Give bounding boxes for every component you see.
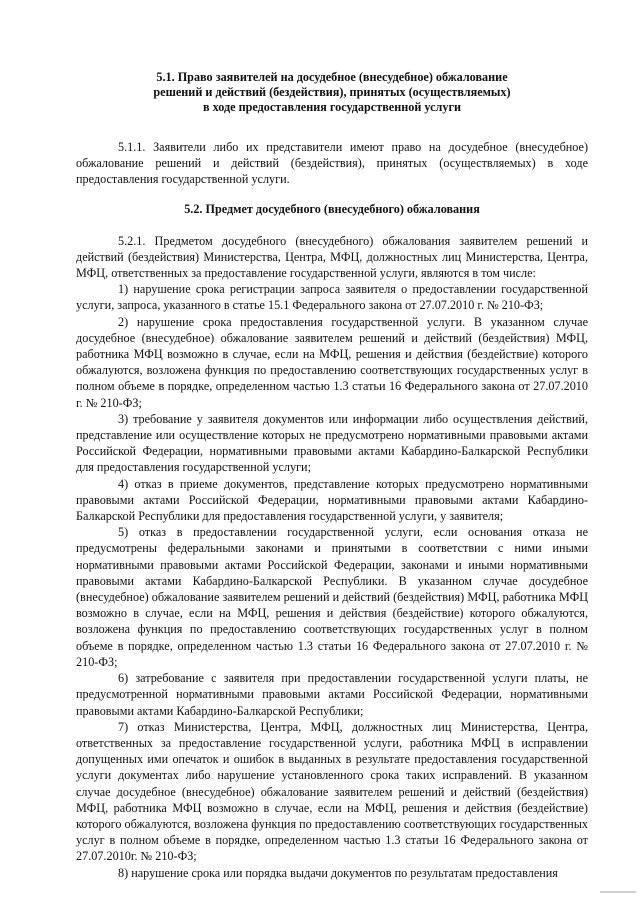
document-page xyxy=(76,70,588,881)
heading-line: 5.1. Право заявителей на досудебное (внесудебное) обжалование xyxy=(156,70,508,84)
list-item-8: 8) нарушение срока или порядка выдачи документов по результатам предоставления xyxy=(118,865,558,880)
list-item-2: 2) нарушение срока предоставления государственной услуги. В указанном случае досудебное (внесудебное) обжалование заявителем решений и действий (бездействия) МФЦ, работника МФЦ возможно в случае, если на МФЦ, решения и действия (бездействие) которого обжалуются, возложена функция по предоставлению соответствующих государственных услуг в полном объеме в порядке, определенном частью 1.3 статьи 16 Федерального закона от 27.07.2010 г. № 210-ФЗ; xyxy=(76,314,588,410)
paragraph-5-2-1: 5.2.1. Предметом досудебного (внесудебного) обжалования заявителем решений и действий (бездействия) Министерства, Центра, МФЦ, должностных лиц Министерства, Центра, МФЦ, ответственных за предоставление государственной услуги, являются в том числе: xyxy=(76,233,588,281)
list-item-3: 3) требование у заявителя документов или информации либо осуществления действий, представление или осуществление которых не предусмотрено нормативными правовыми актами Российской Федерации, нормативными правовыми актами Кабардино-Балкарской Республики для предоставления государственной услуги; xyxy=(76,411,588,475)
heading-line: в ходе предоставления государственной услуги xyxy=(202,100,462,114)
list-item-4: 4) отказ в приеме документов, представление которых предусмотрено нормативными правовыми актами Российской Федерации, нормативными правовыми актами Кабардино-Балкарской Республики для предоставления государственной услуги, у заявителя; xyxy=(76,476,588,524)
heading-line: решений и действий (бездействия), принятых (осуществляемых) xyxy=(153,85,511,99)
list-item-7: 7) отказ Министерства, Центра, МФЦ, должностных лиц Министерства, Центра, ответственных за предоставление государственной услуги, работника МФЦ в исправлении допущенных ими опечаток и ошибок в выданных в результате предоставления государственной услуги документах либо нарушение установленного срока таких исправлений. В указанном случае досудебное (внесудебное) обжалование заявителем решений и действий (бездействия) МФЦ, работника МФЦ возможно в случае, если на МФЦ, решения и действия (бездействие) которого обжалуются, возложена функция по предоставлению соответствующих государственных услуг в полном объеме в порядке, определенном частью 1.3 статьи 16 Федерального закона от 27.07.2010г. № 210-ФЗ; xyxy=(76,719,588,864)
paragraph-5-1-1: 5.1.1. Заявители либо их представители имеют право на досудебное (внесудебное) обжалование решений и действий (бездействия), принятых (осуществляемых) в ходе предоставления государственной услуги. xyxy=(76,140,588,187)
list-item-1: 1) нарушение срока регистрации запроса заявителя о предоставлении государственной услуги, запроса, указанного в статье 15.1 Федерального закона от 27.07.2010 г. № 210-ФЗ; xyxy=(76,282,588,313)
scan-artifact-line xyxy=(600,891,636,893)
list-item-6: 6) затребование с заявителя при предоставлении государственной услуги платы, не предусмотренной нормативными правовыми актами Российской Федерации, нормативными правовыми актами Кабардино-Балкарской Республики; xyxy=(76,671,588,718)
section-5-1-heading xyxy=(76,70,588,115)
section-5-2-heading: 5.2. Предмет досудебного (внесудебного) обжалования xyxy=(184,201,480,216)
list-item-5: 5) отказ в предоставлении государственной услуги, если основания отказа не предусмотрены федеральными законами и принятыми в соответствии с ними иными нормативными правовыми актами Российской Федерации, законами и иными нормативными правовыми актами Кабардино-Балкарской Республики. В указанном случае досудебное (внесудебное) обжалование заявителем решений и действий (бездействия) МФЦ, работника МФЦ возможно в случае, если на МФЦ, решения и действия (бездействие) которого обжалуются, возложена функция по предоставлению соответствующих государственных услуг в полном объеме в порядке, определенном частью 1.3 статьи 16 Федерального закона от 27.07.2010 г. № 210-ФЗ; xyxy=(76,525,588,669)
